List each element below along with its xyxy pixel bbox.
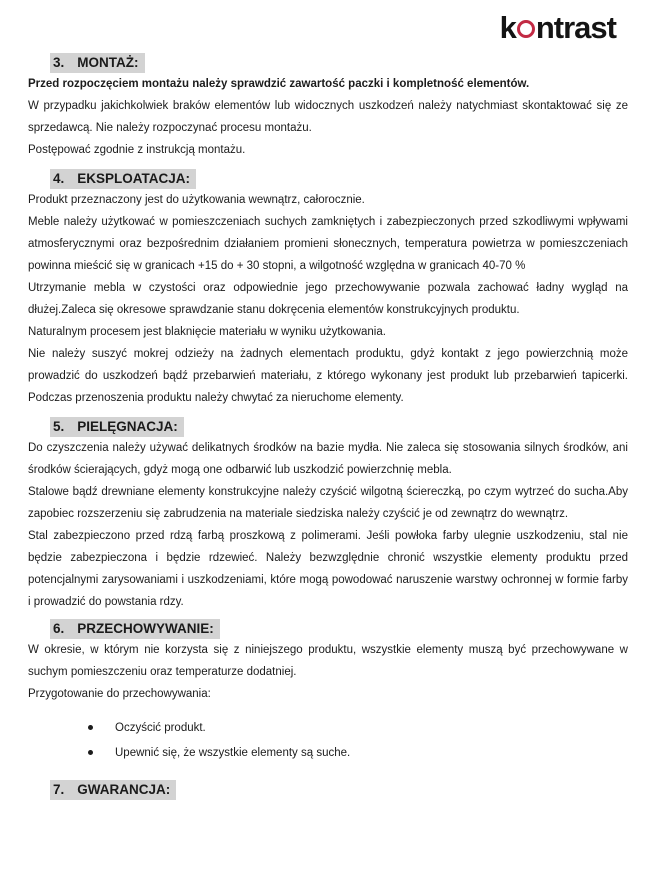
- paragraph-eksploatacja-warunki: Meble należy użytkować w pomieszczeniach suchych zamkniętych i zabezpieczonych przed szkodliwymi wpływami atmosferycznymi oraz bezpośrednim działaniem promieni słonecznych, temperatura powietrza w pomieszczeniach powinna mieścić się w granicach +15 do + 30 stopni, a wilgotność względna w granicach 40-70 %: [28, 216, 628, 272]
- paragraph-montaz-intro: Przed rozpoczęciem montażu należy sprawdzić zawartość paczki i kompletność elementów.: [28, 78, 530, 90]
- heading-highlight: [50, 53, 145, 73]
- logo-red-ring-icon: [517, 20, 535, 38]
- paragraph-pielegnacja-czyszczenie: Do czyszczenia należy używać delikatnych środków na bazie mydła. Nie zaleca się stosowania silnych środków, ani środków ścierających, gdyż mogą one odbarwić lub uszkodzić powierzchnię mebla.: [28, 442, 628, 476]
- heading-title: PIELĘGNACJA:: [77, 419, 178, 434]
- heading-highlight: [50, 169, 196, 189]
- section-heading-gwarancja: [50, 780, 628, 800]
- paragraph-pielegnacja-stal: Stal zabezpieczono przed rdzą farbą proszkową z polimerami. Jeśli powłoka farby ulegnie uszkodzeniu, stal nie będzie zabezpieczona i będzie rdzewieć. Należy bezwzględnie chronić wszystkie elementy produktu przed potencjalnymi zarysowaniami i uszkodzeniami, które mogą powodować naruszenie warstwy ochronnej w formie farby i prowadzić do powstania rdzy.: [28, 530, 628, 608]
- heading-title: EKSPLOATACJA:: [77, 171, 191, 186]
- heading-number: 6.: [53, 621, 65, 636]
- bullet-icon: [88, 750, 93, 755]
- paragraph-pielegnacja-elementy: Stalowe bądź drewniane elementy konstrukcyjne należy czyścić wilgotną ściereczką, po czym wytrzeć do sucha.Aby zapobiec rozszerzeniu się zabrudzenia na materiale siedziska należy czyścić je od zewnątrz do wewnątrz.: [28, 486, 628, 520]
- bullet-icon: [88, 725, 93, 730]
- list-item: [88, 717, 628, 739]
- section-heading-montaz: [50, 53, 628, 73]
- list-item: [88, 742, 628, 764]
- paragraph-eksploatacja-przeznaczenie: Produkt przeznaczony jest do użytkowania wewnątrz, całorocznie.: [28, 194, 365, 206]
- section-heading-eksploatacja: [50, 169, 628, 189]
- storage-checklist: [28, 717, 628, 764]
- section-heading-przechowywanie: [50, 619, 628, 639]
- paragraph-eksploatacja-blakniecie: Naturalnym procesem jest blaknięcie materiału w wyniku użytkowania.: [28, 326, 386, 338]
- heading-number: 3.: [53, 55, 65, 70]
- heading-title: MONTAŻ:: [77, 55, 139, 70]
- heading-number: 5.: [53, 419, 65, 434]
- logo-row: [28, 10, 628, 46]
- kontrast-logo: [500, 10, 616, 45]
- paragraph-montaz-instrukcja: Postępować zgodnie z instrukcją montażu.: [28, 144, 246, 156]
- logo-text-ntrast: ntrast: [535, 10, 616, 45]
- heading-number: 4.: [53, 171, 65, 186]
- paragraph-montaz-braki: W przypadku jakichkolwiek braków elementów lub widocznych uszkodzeń należy natychmiast skontaktować się ze sprzedawcą. Nie należy rozpoczynać procesu montażu.: [28, 100, 628, 134]
- paragraph-eksploatacja-czystosc: Utrzymanie mebla w czystości oraz odpowiednie jego przechowywanie pozwala zachować ładny wygląd na dłużej.Zaleca się okresowe sprawdzanie stanu dokręcenia elementów konstrukcyjnych produktu.: [28, 282, 628, 316]
- heading-highlight: [50, 417, 184, 437]
- heading-highlight: [50, 619, 220, 639]
- heading-highlight: [50, 780, 176, 800]
- paragraph-przechowywanie-przygotowanie: Przygotowanie do przechowywania:: [28, 688, 211, 700]
- heading-title: GWARANCJA:: [77, 782, 171, 797]
- paragraph-przechowywanie-okres: W okresie, w którym nie korzysta się z niniejszego produktu, wszystkie elementy muszą być przechowywane w suchym pomieszczeniu oraz temperaturze dodatniej.: [28, 644, 628, 678]
- list-item-text: Upewnić się, że wszystkie elementy są suche.: [115, 747, 351, 759]
- heading-number: 7.: [53, 782, 65, 797]
- section-heading-pielegnacja: [50, 417, 628, 437]
- paragraph-eksploatacja-odziez: Nie należy suszyć mokrej odzieży na żadnych elementach produktu, gdyż kontakt z jego powierzchnią może prowadzić do uszkodzeń bądź przebarwień materiału, z którego wykonany jest produkt lub przebarwień tapicerki. Podczas przenoszenia produktu należy chwytać za nieruchome elementy.: [28, 348, 628, 404]
- logo-text-k: k: [499, 10, 516, 45]
- heading-title: PRZECHOWYWANIE:: [77, 621, 214, 636]
- list-item-text: Oczyścić produkt.: [115, 722, 206, 734]
